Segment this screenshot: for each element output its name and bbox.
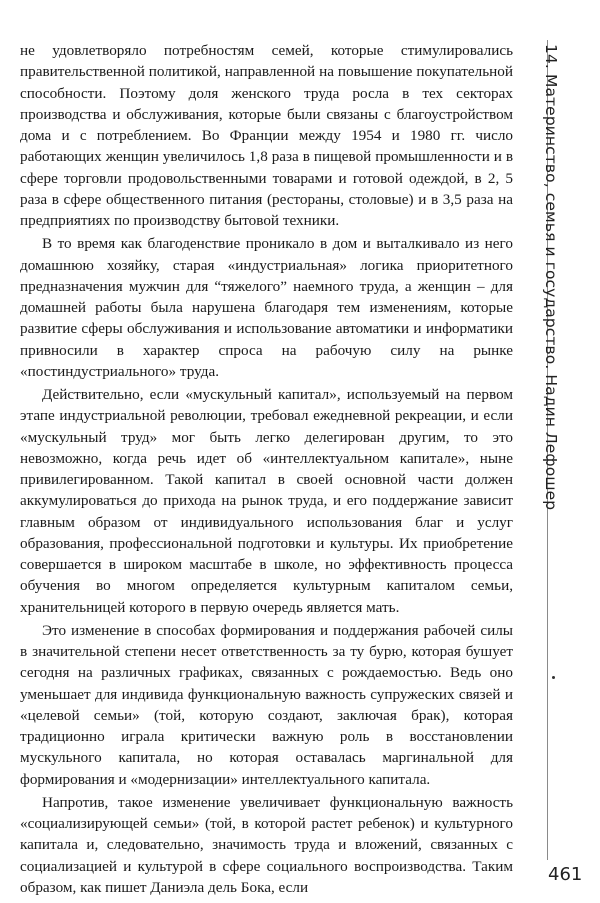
paragraph-4: Это изменение в способах формирования и поддержания рабочей силы в значительной степени несет ответственность за ту бурю, которая бушует сегодня на различных графиках, связанных с рождаемостью. Ведь оно уменьшает для индивида функциональную важность супружеских связей и «целевой семьи» (той, которую создают, заключая брак), которая традиционно играла критически важную роль в восстановлении мускульного капитала, но которая оставалась маргинальной для формирования и «модернизации» интеллектуального капитала. (20, 621, 513, 788)
paragraph-5: Напротив, такое изменение увеличивает функциональную важность «социализирующей семьи» (той, в которой растет ребенок) и культурного капитала и, следовательно, значимость труда и вложений, связанных с социализацией и культурой в сфере социального воспроизводства. Таким образом, как пишет Даниэла дель Бока, если (20, 793, 513, 896)
paragraph-1: не удовлетворяло потребностям семей, которые стимулировались правительственной политикой, направленной на повышение покупательной способности. Поэтому доля женского труда росла в тех секторах производства и обслуживания, которые были связаны с благоустройством дома и с потреблением. Во Франции между 1954 и 1980 гг. число работающих женщин увеличилось 1,8 раза в пищевой промышленности и в сфере торговли продовольственными товарами и готовой одеждой, в 2, 5 раза в сфере общественного питания (рестораны, столовые) и в 3,5 раза на предприятиях по производству бытовой техники. (20, 42, 513, 229)
paragraph-3: Действительно, если «мускульный капитал», используемый на первом этапе индустриальной революции, требовал ежедневной рекреации, и если «мускульный труд» мог быть легко делегирован другим, то это невозможно, когда речь идет об «интеллектуальном капитале», ныне привилегированном. Такой капитал в своей основной части должен аккумулироваться до прихода на рынок труда, и его поддержание зависит главным образом от индивидуального использования благ и услуг образования, профессиональной подготовки и культуры. Их приобретение совершается в широком масштабе в школе, но эффективность процесса обучения во многом определяется культурным капиталом семьи, хранительницей которого в первую очередь является мать. (20, 386, 513, 616)
paragraph-2: В то время как благоденствие проникало в дом и выталкивало из него домашнюю хозяйку, старая «индустриальная» логика приоритетного предназначения мужчин для “тяжелого” наемного труда, а женщин – для домашней работы была нарушена благодаря тем изменениям, которые развитие сферы обслуживания и использование автоматики и информатики привносили в характер спроса на рабочую силу на рынке «постиндустриального» труда. (20, 235, 513, 380)
page-number: 461 (548, 864, 583, 885)
print-speck (552, 676, 555, 679)
body-text (20, 40, 513, 900)
running-head: 14. Материнство, семья и государство. Надин Лефошер (542, 44, 560, 511)
